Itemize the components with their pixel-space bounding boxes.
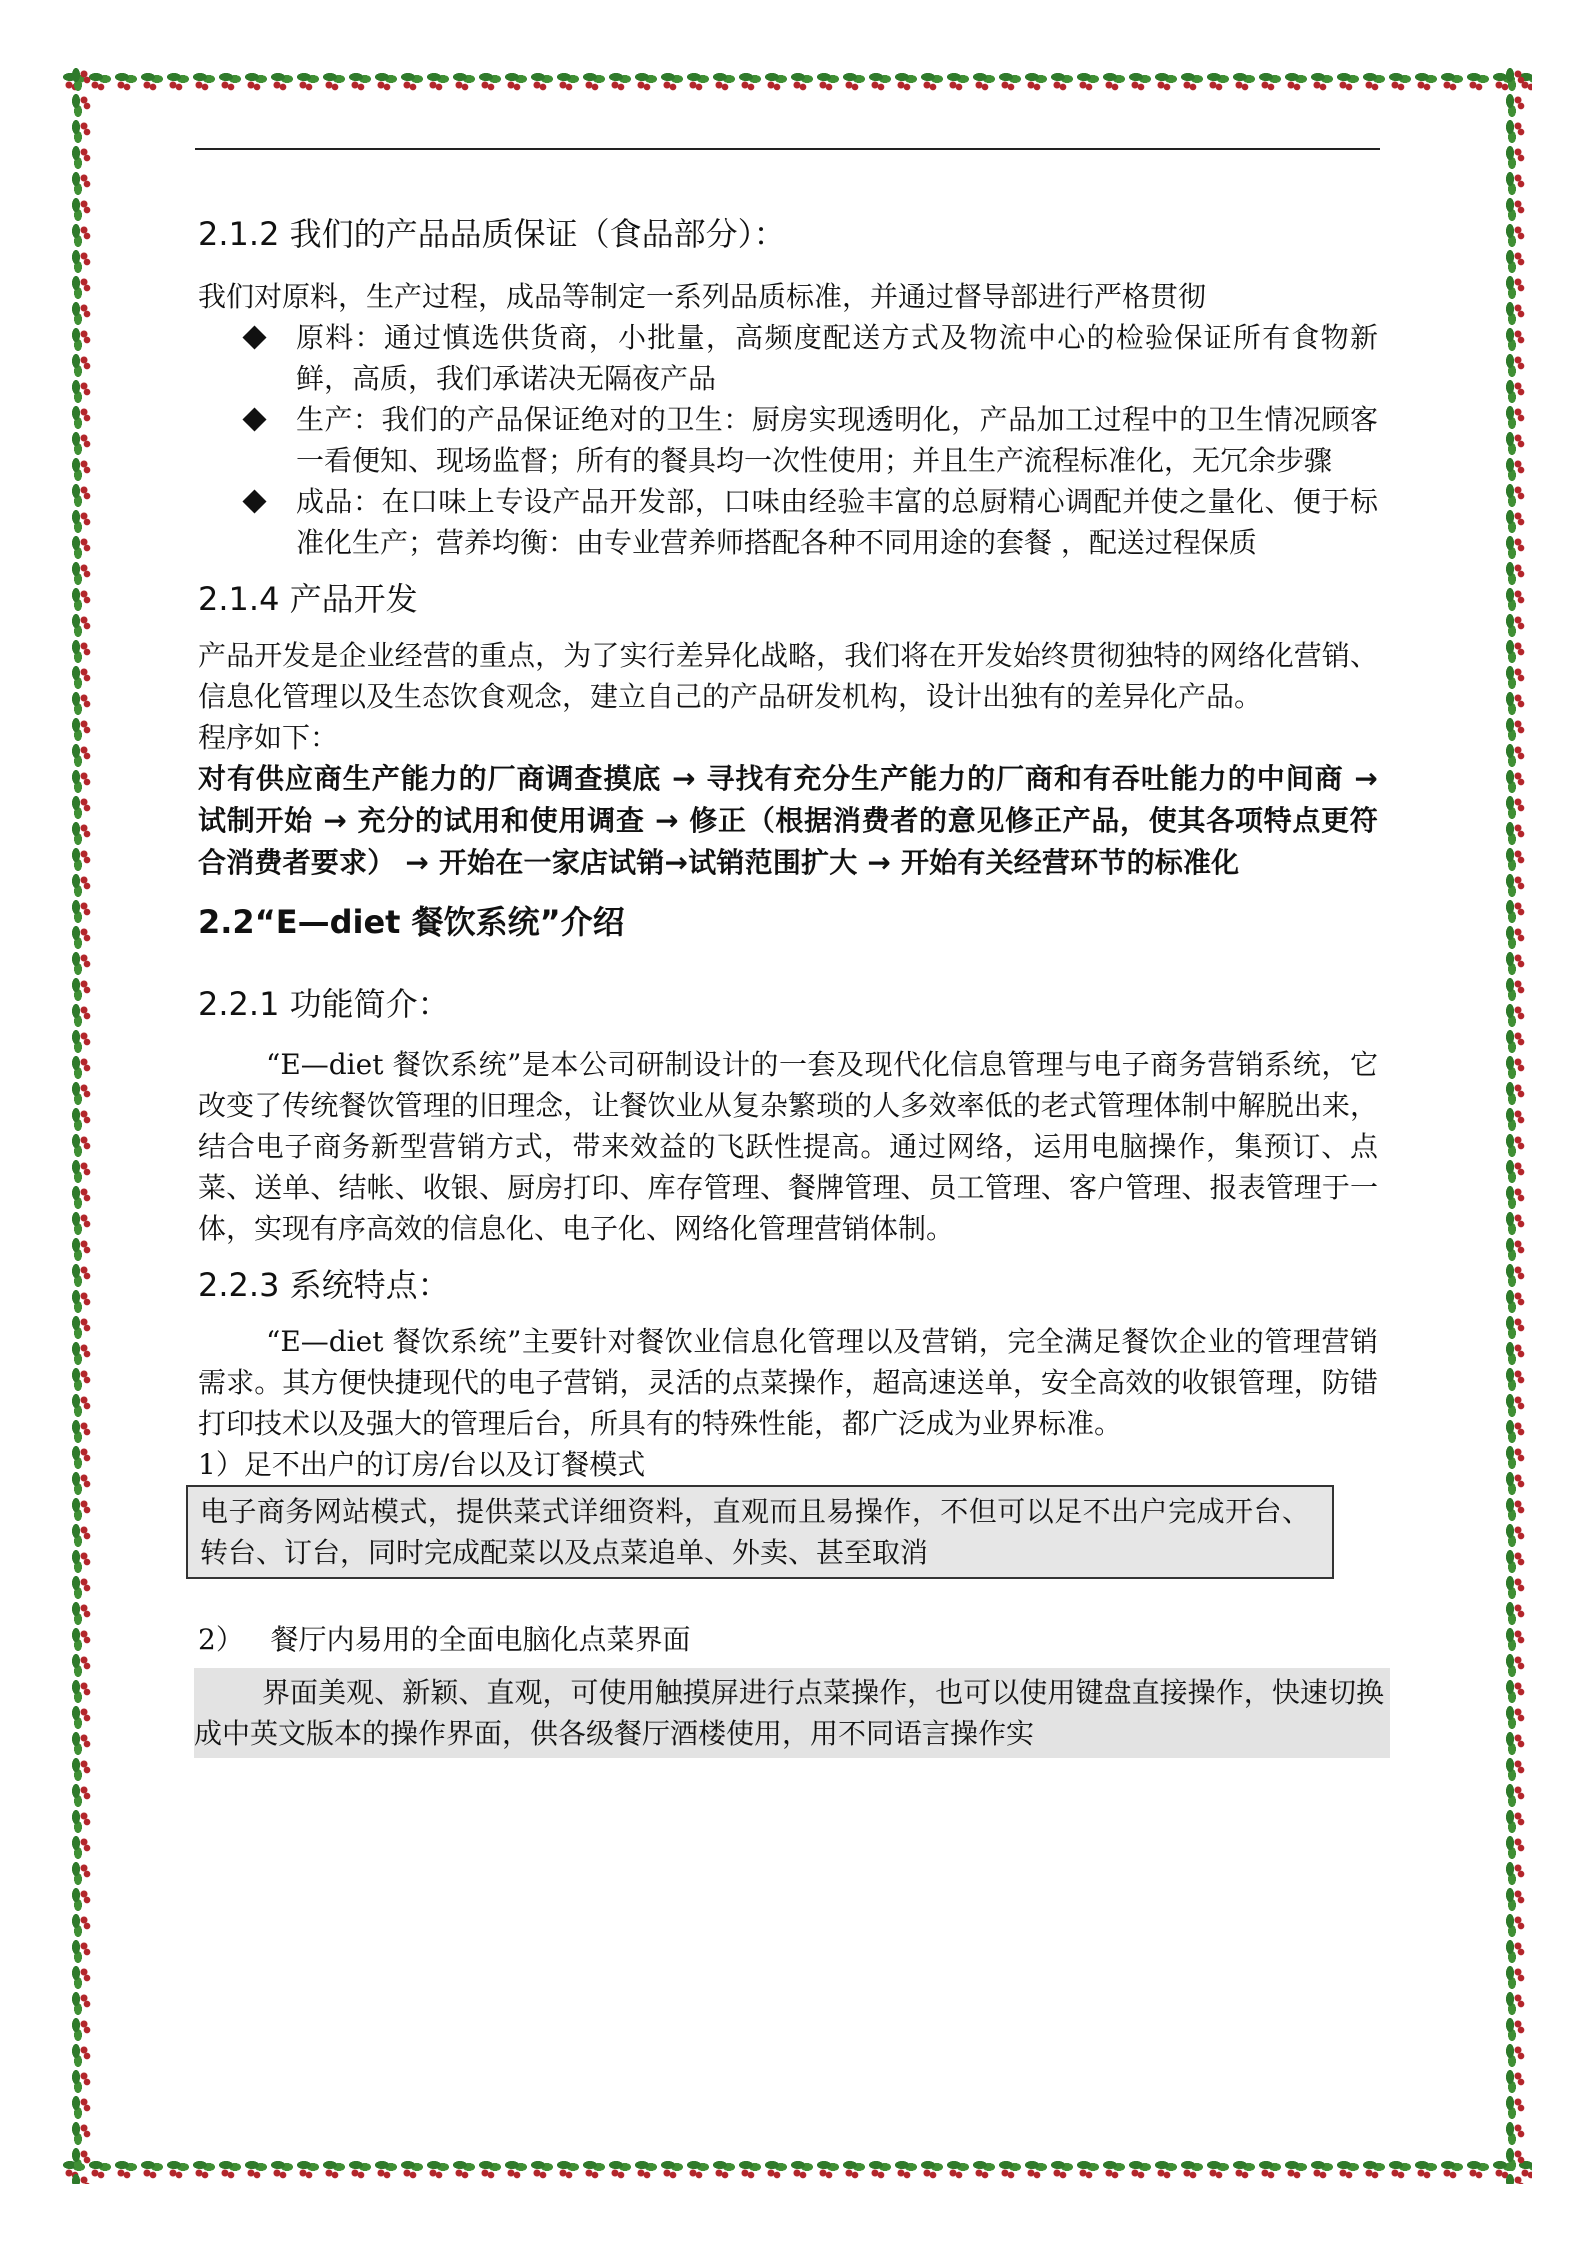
section-heading-2-2-1: 2.2.1 功能简介：: [198, 985, 450, 1023]
document-content: [194, 212, 1384, 1758]
bullet-item: [198, 481, 1378, 563]
feature-1-box: 电子商务网站模式，提供菜式详细资料，直观而且易操作，不但可以足不出户完成开台、转台、订台，同时完成配菜以及点菜追单、外卖、甚至取消: [186, 1485, 1334, 1579]
section-2-2-3-body: “E—diet 餐饮系统”主要针对餐饮业信息化管理以及营销，完全满足餐饮企业的管理营销需求。其方便快捷现代的电子营销，灵活的点菜操作，超高速送单，安全高效的收银管理，防错打印技术以及强大的管理后台，所具有的特殊性能，都广泛成为业界标准。: [198, 1325, 1378, 1440]
bullet-text: 原料：通过慎选供货商，小批量，高频度配送方式及物流中心的检验保证所有食物新鲜，高质，我们承诺决无隔夜产品: [296, 321, 1378, 395]
diamond-bullet-icon: [242, 407, 266, 431]
holly-border-right: [1500, 66, 1530, 2184]
feature-2-label: 2） 餐厅内易用的全面电脑化点菜界面: [198, 1623, 691, 1656]
feature-1-label: 1）足不出户的订房/台以及订餐模式: [198, 1448, 646, 1481]
holly-border-top: [62, 66, 1532, 96]
bullet-text: 成品：在口味上专设产品开发部，口味由经验丰富的总厨精心调配并使之量化、便于标准化生产；营养均衡：由专业营养师搭配各种不同用途的套餐 ，配送过程保质: [296, 485, 1378, 559]
diamond-bullet-icon: [242, 489, 266, 513]
section-heading-2-1-4: 2.1.4 产品开发: [198, 580, 418, 618]
header-rule: [195, 148, 1380, 150]
section-2-2-1-body: “E—diet 餐饮系统”是本公司研制设计的一套及现代化信息管理与电子商务营销系统，它改变了传统餐饮管理的旧理念，让餐饮业从复杂繁琐的人多效率低的老式管理体制中解脱出来，结合电子商务新型营销方式，带来效益的飞跃性提高。通过网络，运用电脑操作，集预订、点菜、送单、结帐、收银、厨房打印、库存管理、餐牌管理、员工管理、客户管理、报表管理于一体，实现有序高效的信息化、电子化、网络化管理营销体制。: [198, 1048, 1378, 1245]
quality-bullet-list: [198, 317, 1378, 563]
section-2-1-2-intro: 我们对原料，生产过程，成品等制定一系列品质标准，并通过督导部进行严格贯彻: [198, 280, 1207, 313]
section-heading-2-2-3: 2.2.3 系统特点：: [198, 1266, 450, 1304]
holly-border-left: [66, 66, 96, 2184]
section-heading-2-2: 2.2“E—diet 餐饮系统”介绍: [198, 903, 625, 941]
holly-border-bottom: [62, 2154, 1532, 2184]
procedure-steps: 对有供应商生产能力的厂商调查摸底 → 寻找有充分生产能力的厂商和有吞吐能力的中间商 → 试制开始 → 充分的试用和使用调查 → 修正（根据消费者的意见修正产品，使其各项特点更符合消费者要求） → 开始在一家店试销→试销范围扩大 → 开始有关经营环节的标准化: [198, 762, 1378, 879]
bullet-item: [198, 317, 1378, 399]
procedure-label: 程序如下：: [198, 721, 339, 754]
bullet-item: [198, 399, 1378, 481]
feature-2-box: 界面美观、新颖、直观，可使用触摸屏进行点菜操作，也可以使用键盘直接操作，快速切换成中英文版本的操作界面，供各级餐厅酒楼使用，用不同语言操作实: [194, 1668, 1390, 1758]
section-2-1-4-body: 产品开发是企业经营的重点，为了实行差异化战略，我们将在开发始终贯彻独特的网络化营销、信息化管理以及生态饮食观念，建立自己的产品研发机构，设计出独有的差异化产品。: [198, 639, 1378, 713]
bullet-text: 生产：我们的产品保证绝对的卫生：厨房实现透明化，产品加工过程中的卫生情况顾客一看便知、现场监督；所有的餐具均一次性使用；并且生产流程标准化，无冗余步骤: [296, 403, 1378, 477]
section-heading-2-1-2: 2.1.2 我们的产品品质保证（食品部分）：: [198, 215, 786, 253]
diamond-bullet-icon: [242, 325, 266, 349]
